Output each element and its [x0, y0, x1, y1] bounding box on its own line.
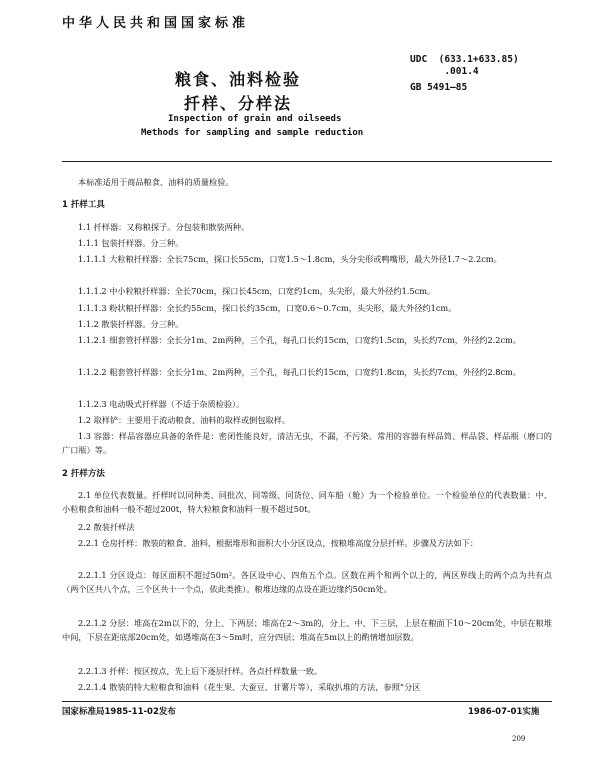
agency-header: 中华人民共和国国家标准	[62, 16, 250, 31]
issued-date: 国家标准局1985-11-02发布	[62, 707, 176, 717]
para-1-2: 1.2 取样铲：主要用于流动粮食、油料的取样或倒包取样。	[78, 415, 291, 425]
footer-divider	[62, 701, 552, 702]
para-2-2-1-4: 2.2.1.4 散装的特大粒粮食和油料（花生果、大蚕豆、甘薯片等），采取扒堆的方法，参照“分区	[78, 682, 421, 692]
section-2-heading: 2 扦样方法	[62, 469, 105, 479]
para-2-2: 2.2 散装扦样法	[78, 522, 135, 532]
para-1-1-2-3: 1.1.2.3 电动吸式扦样器（不适于杂质检验）。	[78, 399, 245, 409]
intro-paragraph: 本标准适用于商品粮食、油料的质量检验。	[78, 177, 234, 187]
para-2-2-1-3: 2.2.1.3 扦样：按区按点，先上后下逐层扦样。各点扦样数量一致。	[78, 666, 323, 676]
title-line-2: 扦样、分样法	[184, 94, 293, 113]
english-title-1: Inspection of grain and oilseeds	[168, 114, 342, 124]
para-1-3: 1.3 容器：样品容器应具备的条件是：密闭性能良好，清洁无虫，不漏，不污染。常用的容器有样品筒、样品袋、样品瓶（磨口的广口瓶）等。	[62, 431, 552, 455]
section-1-heading: 1 扦样工具	[62, 200, 105, 210]
page-number: 209	[512, 735, 526, 743]
title-divider	[62, 161, 552, 162]
para-2-2-1: 2.2.1 仓房扦样：散装的粮食、油料，根据堆形和面积大小分区设点，按粮堆高度分层扦样。步骤及方法如下：	[78, 538, 479, 548]
para-1-1: 1.1 扦样器：又称粮探子。分包装和散装两种。	[78, 222, 250, 232]
udc-code: UDC (633.1+633.85) .001.4	[410, 54, 519, 77]
english-title-2: Methods for sampling and sample reduction	[141, 128, 364, 138]
para-1-1-1-3: 1.1.1.3 粉状粮扦样器：全长约55cm，探口长约35cm，口宽0.6～0.7cm，头尖形，最大外径约1cm。	[78, 303, 457, 313]
para-1-1-2-2: 1.1.2.2 粗套管扦样器：全长分1m、2m两种，三个孔，每孔口长约15cm，口宽约1.8cm，头长约7cm，外径约2.8cm。	[78, 367, 522, 377]
para-1-1-2-1: 1.1.2.1 细套管扦样器：全长分1m、2m两种，三个孔，每孔口长约15cm，口宽约1.5cm，头长约7cm，外径约2.2cm。	[78, 335, 522, 345]
para-1-1-1-2: 1.1.1.2 中小粒粮扦样器：全长70cm，探口长45cm，口宽约1cm，头尖形，最大外径约1.5cm。	[78, 286, 436, 296]
effective-date: 1986-07-01实施	[468, 707, 540, 717]
gb-code: GB 5491—85	[410, 82, 468, 93]
para-1-1-1: 1.1.1 包装扦样器。分三种。	[78, 238, 184, 248]
para-1-1-2: 1.1.2 散装扦样器。分三种。	[78, 319, 184, 329]
para-2-1: 2.1 单位代表数量。扦样时以同种类、同批次、同等级、同货位、同车船（舱）为一个检验单位。一个检验单位的代表数量：中、小粒粮食和油料一般不超过200t，特大粒粮食和油料一般不超过50t。	[62, 490, 552, 514]
title-line-1: 粮食、油料检验	[175, 70, 302, 89]
para-2-2-1-1: 2.2.1.1 分区设点：每区面积不超过50m²。各区设中心、四角五个点。区数在两个和两个以上的，两区界线上的两个点为共有点（两个区共八个点，三个区共十一个点，依此类推）。粮堆边缘的点设在距边缘约50cm处。	[62, 570, 552, 594]
para-1-1-1-1: 1.1.1.1 大粒粮扦样器：全长75cm，探口长55cm，口宽1.5～1.8cm，头分尖形或鸭嘴形，最大外径1.7～2.2cm。	[78, 254, 502, 264]
para-2-2-1-2: 2.2.1.2 分层：堆高在2m以下的，分上、下两层；堆高在2～3m的，分上、中、下三层，上层在粮面下10～20cm处，中层在粮堆中间，下层在距底部20cm处，如遇堆高在3～5m时，应分四层；堆高在5m以上的酌情增加层数。	[62, 618, 552, 642]
